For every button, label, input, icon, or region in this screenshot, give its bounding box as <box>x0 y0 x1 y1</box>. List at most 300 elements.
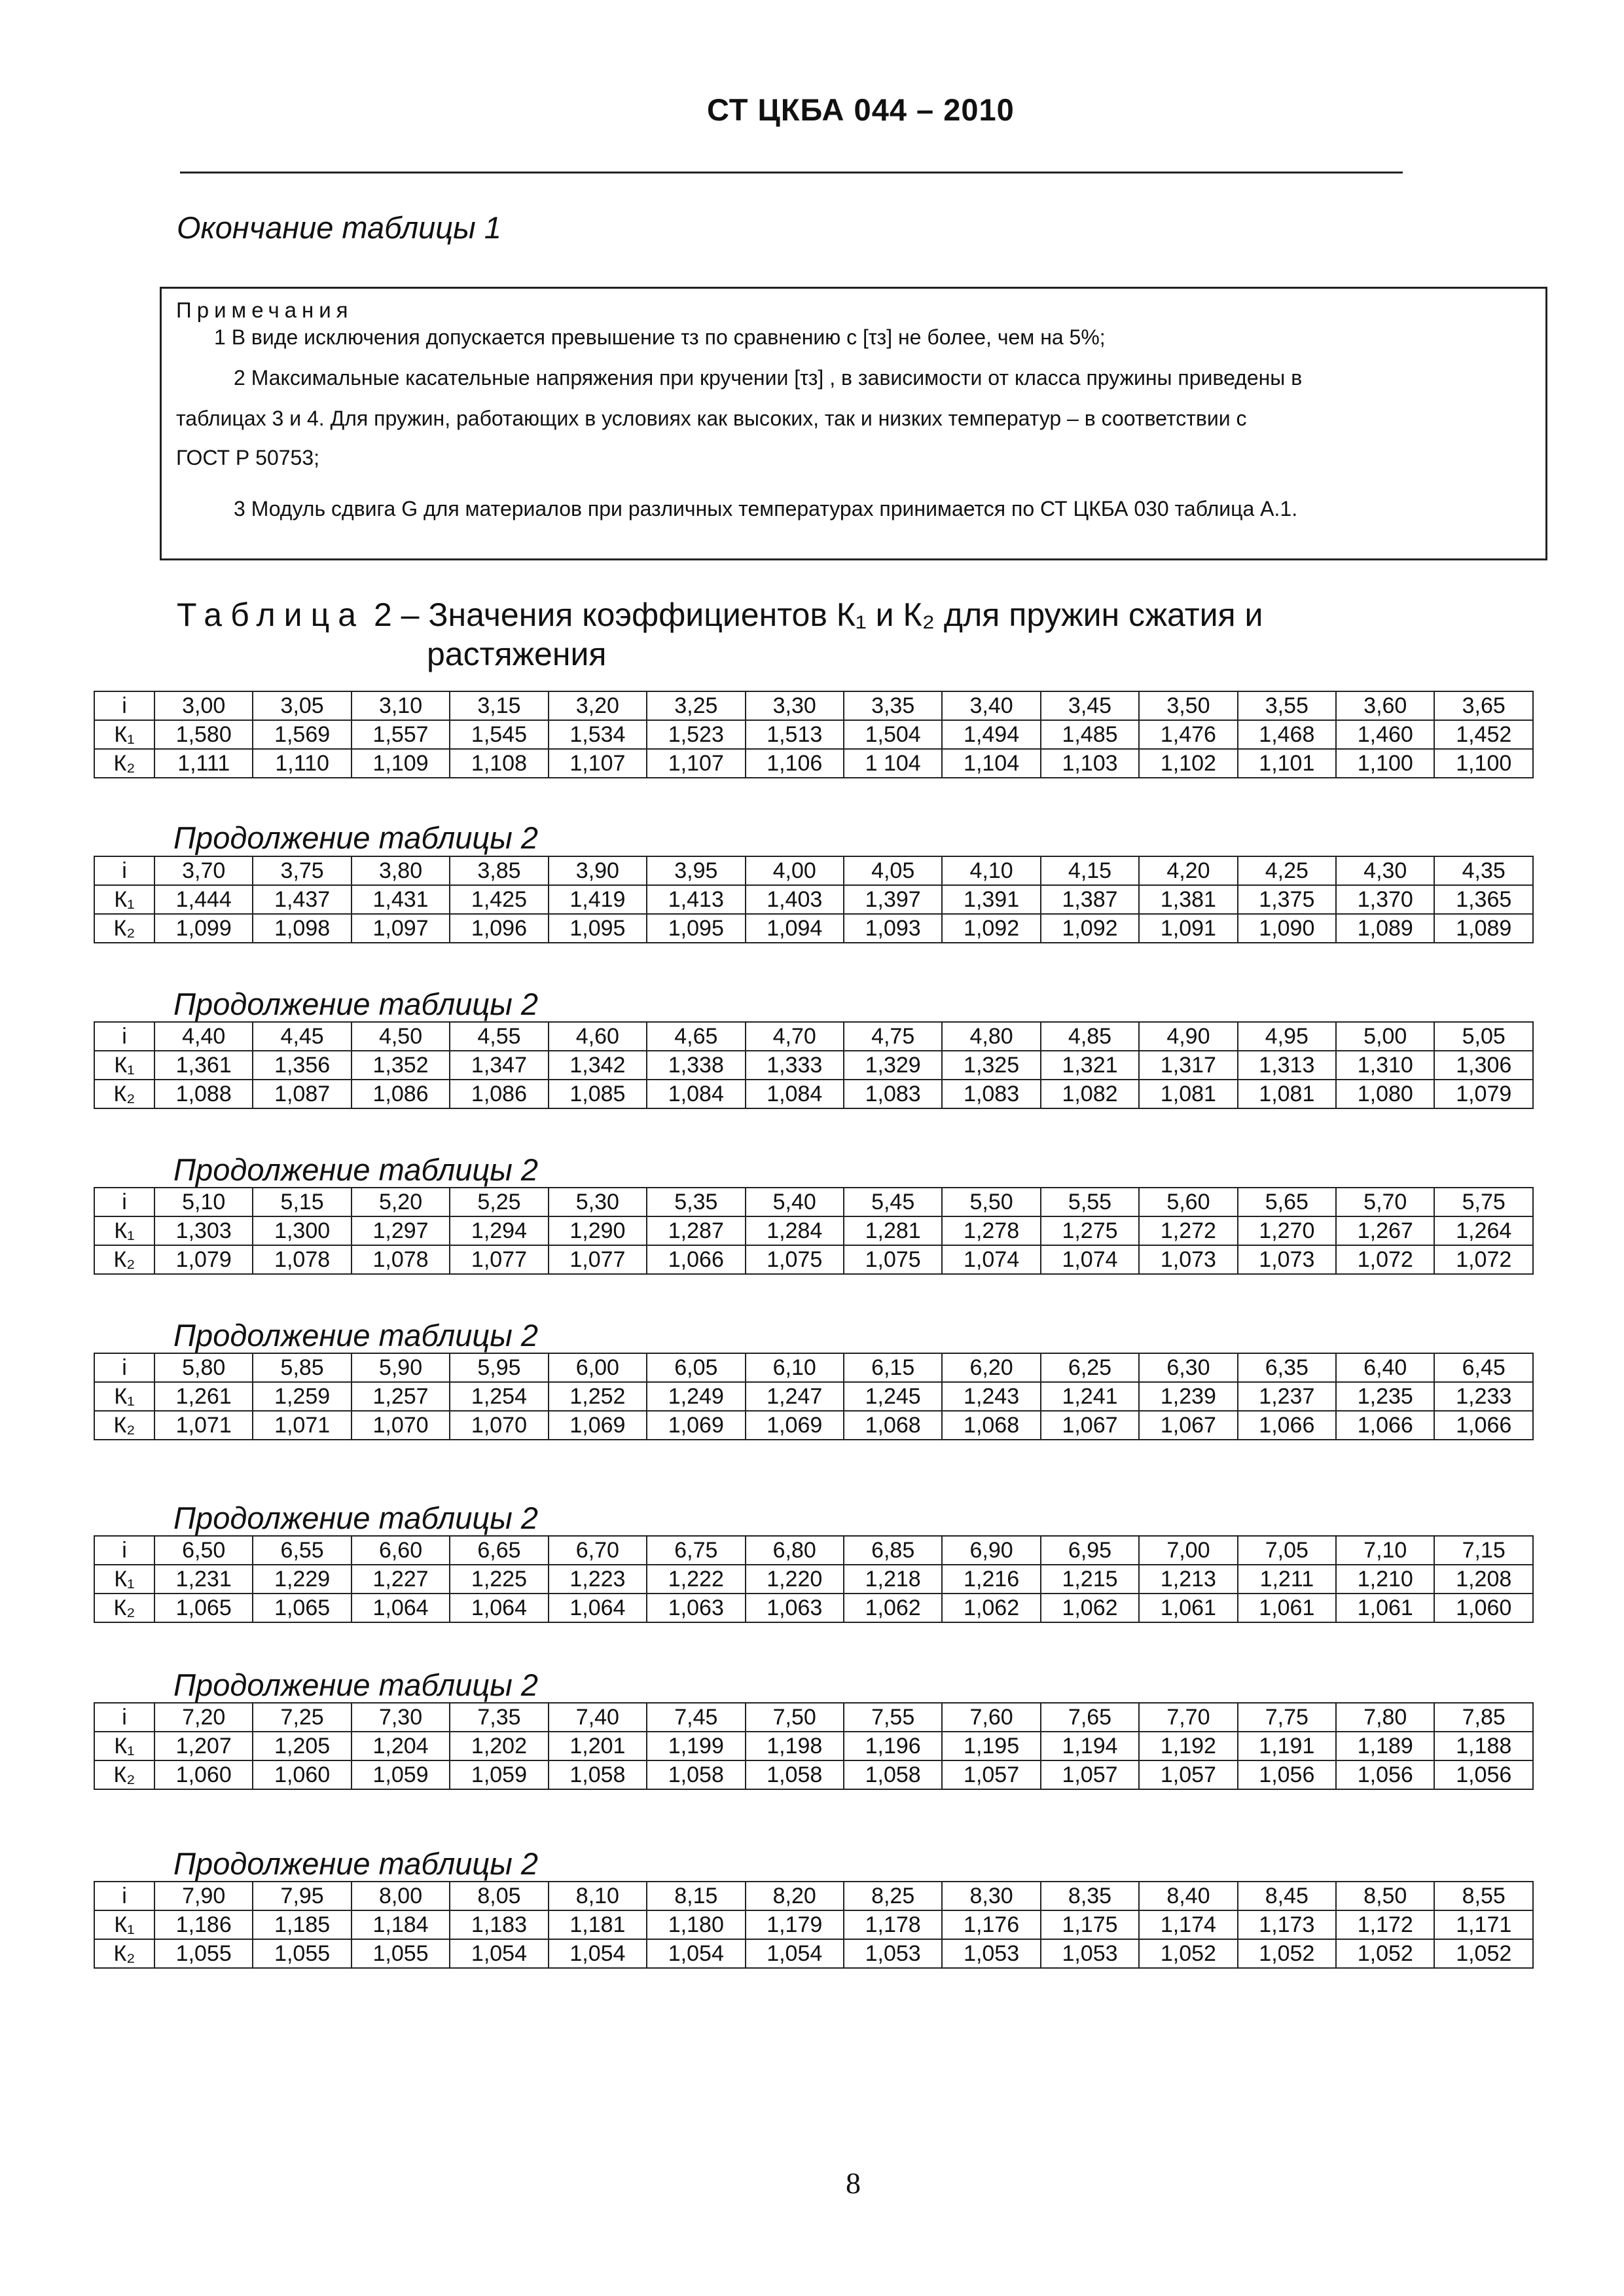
table-cell: 8,45 <box>1238 1882 1336 1910</box>
table-cell: 7,60 <box>942 1703 1040 1732</box>
table-cell: 1,065 <box>154 1594 253 1622</box>
table-cell: 1,066 <box>647 1245 745 1274</box>
table-cell: 3,90 <box>549 856 647 885</box>
table-row-k1 <box>94 1216 1533 1245</box>
table-cell: 1,352 <box>352 1051 450 1080</box>
table-cell: 4,50 <box>352 1022 450 1051</box>
table-cell: 1,557 <box>352 720 450 749</box>
table-cell: 6,35 <box>1238 1353 1336 1382</box>
coefficient-table <box>94 1702 1534 1790</box>
table-cell: 5,45 <box>844 1188 942 1216</box>
table-cell: 1,078 <box>253 1245 351 1274</box>
table-cell: 1,222 <box>647 1565 745 1594</box>
table-cell: 6,15 <box>844 1353 942 1382</box>
table-cell: 5,00 <box>1336 1022 1434 1051</box>
table-cell: 7,70 <box>1139 1703 1237 1732</box>
table-cell: 8,50 <box>1336 1882 1434 1910</box>
table-cell: 1,052 <box>1336 1939 1434 1968</box>
table-cell: 1,437 <box>253 885 351 914</box>
coefficient-table <box>94 1881 1534 1969</box>
table-row-i <box>94 1882 1533 1910</box>
continuation-caption: Продолжение таблицы 2 <box>173 1667 539 1702</box>
row-label: К₁ <box>94 885 154 914</box>
table-cell: 1,074 <box>942 1245 1040 1274</box>
continuation-caption: Продолжение таблицы 2 <box>173 820 539 855</box>
row-label: i <box>94 1022 154 1051</box>
note-line-4: ГОСТ Р 50753; <box>176 446 320 469</box>
table-cell: 1,064 <box>352 1594 450 1622</box>
table-cell: 1,100 <box>1336 749 1434 778</box>
table-cell: 1,065 <box>253 1594 351 1622</box>
table-cell: 3,95 <box>647 856 745 885</box>
table-cell: 1,087 <box>253 1080 351 1108</box>
table-cell: 1,061 <box>1139 1594 1237 1622</box>
table-cell: 6,60 <box>352 1536 450 1565</box>
table-cell: 1,247 <box>746 1382 844 1411</box>
table-row-k2 <box>94 1411 1533 1440</box>
table-cell: 1,237 <box>1238 1382 1336 1411</box>
table-cell: 1,270 <box>1238 1216 1336 1245</box>
continuation-caption: Продолжение таблицы 2 <box>173 987 539 1021</box>
table-cell: 1,059 <box>450 1760 548 1789</box>
table-cell: 1,387 <box>1041 885 1139 914</box>
table-row-i <box>94 691 1533 720</box>
table-cell: 1,235 <box>1336 1382 1434 1411</box>
page-number: 8 <box>846 2166 861 2200</box>
row-label: К₁ <box>94 1051 154 1080</box>
table-cell: 4,85 <box>1041 1022 1139 1051</box>
table-cell: 1,534 <box>549 720 647 749</box>
table-row-k2 <box>94 1939 1533 1968</box>
table-row-k2 <box>94 914 1533 943</box>
table-cell: 1,171 <box>1434 1910 1533 1939</box>
table-cell: 1,077 <box>450 1245 548 1274</box>
table-cell: 5,70 <box>1336 1188 1434 1216</box>
table-cell: 6,00 <box>549 1353 647 1382</box>
table-cell: 4,30 <box>1336 856 1434 885</box>
table-row-k2 <box>94 1080 1533 1108</box>
table-cell: 1,090 <box>1238 914 1336 943</box>
table-row-k1 <box>94 720 1533 749</box>
table-cell: 1,204 <box>352 1732 450 1760</box>
table-cell: 1,342 <box>549 1051 647 1080</box>
table-cell: 1,267 <box>1336 1216 1434 1245</box>
table-cell: 1,081 <box>1238 1080 1336 1108</box>
table-cell: 1,069 <box>647 1411 745 1440</box>
table-cell: 8,20 <box>746 1882 844 1910</box>
table-cell: 5,95 <box>450 1353 548 1382</box>
table-cell: 6,55 <box>253 1536 351 1565</box>
table-cell: 1,093 <box>844 914 942 943</box>
table-cell: 1,064 <box>549 1594 647 1622</box>
table-cell: 1,106 <box>746 749 844 778</box>
table-cell: 1,284 <box>746 1216 844 1245</box>
table-cell: 3,15 <box>450 691 548 720</box>
table-cell: 3,60 <box>1336 691 1434 720</box>
table-cell: 1,069 <box>746 1411 844 1440</box>
table-cell: 1,053 <box>844 1939 942 1968</box>
table-cell: 1,317 <box>1139 1051 1237 1080</box>
table-cell: 7,85 <box>1434 1703 1533 1732</box>
table-cell: 1,306 <box>1434 1051 1533 1080</box>
table-cell: 4,05 <box>844 856 942 885</box>
table-cell: 1,068 <box>942 1411 1040 1440</box>
table-cell: 1,100 <box>1434 749 1533 778</box>
table-cell: 1,184 <box>352 1910 450 1939</box>
table-cell: 1,072 <box>1434 1245 1533 1274</box>
table-cell: 1,099 <box>154 914 253 943</box>
table-cell: 1,545 <box>450 720 548 749</box>
table-cell: 3,75 <box>253 856 351 885</box>
table-cell: 1,056 <box>1434 1760 1533 1789</box>
table2-title-rest: 2 – Значения коэффициентов К₁ и К₂ для пружин сжатия и <box>373 596 1263 633</box>
table-cell: 1,444 <box>154 885 253 914</box>
table-cell: 5,75 <box>1434 1188 1533 1216</box>
table-cell: 1,083 <box>844 1080 942 1108</box>
table-cell: 1,066 <box>1238 1411 1336 1440</box>
table-cell: 1,078 <box>352 1245 450 1274</box>
table2-title <box>177 596 1263 634</box>
table-cell: 1,083 <box>942 1080 1040 1108</box>
coefficient-table <box>94 1021 1534 1109</box>
continuation-caption: Продолжение таблицы 2 <box>173 1152 539 1187</box>
table-cell: 1,066 <box>1434 1411 1533 1440</box>
table-cell: 1,064 <box>450 1594 548 1622</box>
table-cell: 1,403 <box>746 885 844 914</box>
table-cell: 1,058 <box>746 1760 844 1789</box>
table-cell: 1,252 <box>549 1382 647 1411</box>
table-cell: 1,057 <box>1041 1760 1139 1789</box>
table-cell: 1,052 <box>1434 1939 1533 1968</box>
table-cell: 5,65 <box>1238 1188 1336 1216</box>
table-cell: 7,75 <box>1238 1703 1336 1732</box>
table-cell: 6,65 <box>450 1536 548 1565</box>
table-cell: 7,95 <box>253 1882 351 1910</box>
table-row-i <box>94 1536 1533 1565</box>
table-cell: 1,071 <box>154 1411 253 1440</box>
table-cell: 6,85 <box>844 1536 942 1565</box>
table-cell: 4,55 <box>450 1022 548 1051</box>
table-cell: 1,088 <box>154 1080 253 1108</box>
table-cell: 1,062 <box>844 1594 942 1622</box>
table-cell: 1,092 <box>942 914 1040 943</box>
table-row-i <box>94 1022 1533 1051</box>
table-cell: 1,054 <box>746 1939 844 1968</box>
table-row-k2 <box>94 1594 1533 1622</box>
table-cell: 1,431 <box>352 885 450 914</box>
table-cell: 4,45 <box>253 1022 351 1051</box>
table-cell: 3,35 <box>844 691 942 720</box>
table-cell: 7,35 <box>450 1703 548 1732</box>
table-cell: 1,419 <box>549 885 647 914</box>
table-cell: 1 104 <box>844 749 942 778</box>
table-cell: 1,089 <box>1434 914 1533 943</box>
table-cell: 1,084 <box>647 1080 745 1108</box>
table-cell: 1,073 <box>1238 1245 1336 1274</box>
note-line-3: таблицах 3 и 4. Для пружин, работающих в условиях как высоких, так и низких температур – в соответствии с <box>176 407 1247 430</box>
table-cell: 1,060 <box>154 1760 253 1789</box>
table-cell: 3,00 <box>154 691 253 720</box>
table-cell: 8,30 <box>942 1882 1040 1910</box>
table-cell: 1,060 <box>1434 1594 1533 1622</box>
table-row-i <box>94 1188 1533 1216</box>
table-cell: 5,35 <box>647 1188 745 1216</box>
table-cell: 1,476 <box>1139 720 1237 749</box>
table-cell: 5,60 <box>1139 1188 1237 1216</box>
table-cell: 1,290 <box>549 1216 647 1245</box>
table-cell: 5,30 <box>549 1188 647 1216</box>
table-cell: 7,30 <box>352 1703 450 1732</box>
table-cell: 3,65 <box>1434 691 1533 720</box>
table2-title-line2: растяжения <box>427 636 607 672</box>
table-cell: 1,208 <box>1434 1565 1533 1594</box>
table-cell: 4,70 <box>746 1022 844 1051</box>
row-label: i <box>94 856 154 885</box>
table-cell: 1,278 <box>942 1216 1040 1245</box>
table-cell: 1,180 <box>647 1910 745 1939</box>
table-cell: 1,272 <box>1139 1216 1237 1245</box>
table-cell: 6,10 <box>746 1353 844 1382</box>
table-cell: 1,062 <box>1041 1594 1139 1622</box>
table-cell: 6,05 <box>647 1353 745 1382</box>
table-cell: 5,80 <box>154 1353 253 1382</box>
table-cell: 1,201 <box>549 1732 647 1760</box>
table-row-k1 <box>94 1732 1533 1760</box>
table-cell: 1,058 <box>844 1760 942 1789</box>
table-cell: 5,85 <box>253 1353 351 1382</box>
table-cell: 1,104 <box>942 749 1040 778</box>
table-cell: 1,054 <box>549 1939 647 1968</box>
table-cell: 1,053 <box>942 1939 1040 1968</box>
table-cell: 5,10 <box>154 1188 253 1216</box>
table-cell: 3,50 <box>1139 691 1237 720</box>
table-cell: 1,075 <box>844 1245 942 1274</box>
table-cell: 1,057 <box>942 1760 1040 1789</box>
table-cell: 3,20 <box>549 691 647 720</box>
table-cell: 1,072 <box>1336 1245 1434 1274</box>
table-row-i <box>94 856 1533 885</box>
table-cell: 1,375 <box>1238 885 1336 914</box>
table-cell: 1,227 <box>352 1565 450 1594</box>
table-cell: 1,347 <box>450 1051 548 1080</box>
table-cell: 1,485 <box>1041 720 1139 749</box>
table-cell: 1,397 <box>844 885 942 914</box>
table-cell: 1,231 <box>154 1565 253 1594</box>
table-row-i <box>94 1703 1533 1732</box>
continuation-caption: Продолжение таблицы 2 <box>173 1846 539 1881</box>
table-cell: 1,188 <box>1434 1732 1533 1760</box>
table-cell: 4,40 <box>154 1022 253 1051</box>
row-label: К₂ <box>94 1939 154 1968</box>
table-cell: 7,45 <box>647 1703 745 1732</box>
table-cell: 7,00 <box>1139 1536 1237 1565</box>
table-cell: 6,95 <box>1041 1536 1139 1565</box>
table-cell: 1,067 <box>1041 1411 1139 1440</box>
table-cell: 1,176 <box>942 1910 1040 1939</box>
table-cell: 1,468 <box>1238 720 1336 749</box>
table-cell: 1,074 <box>1041 1245 1139 1274</box>
table-cell: 6,25 <box>1041 1353 1139 1382</box>
table-cell: 1,091 <box>1139 914 1237 943</box>
table-cell: 1,241 <box>1041 1382 1139 1411</box>
table-cell: 1,361 <box>154 1051 253 1080</box>
table-cell: 1,300 <box>253 1216 351 1245</box>
table-cell: 1,194 <box>1041 1732 1139 1760</box>
table-cell: 1,102 <box>1139 749 1237 778</box>
table-cell: 3,05 <box>253 691 351 720</box>
table-cell: 1,504 <box>844 720 942 749</box>
table-cell: 1,259 <box>253 1382 351 1411</box>
table-cell: 1,213 <box>1139 1565 1237 1594</box>
table-cell: 3,45 <box>1041 691 1139 720</box>
note-line-5: 3 Модуль сдвига G для материалов при различных температурах принимается по СТ ЦКБА 030 таблица А.1. <box>234 497 1298 520</box>
table-row-k2 <box>94 1245 1533 1274</box>
coefficient-table <box>94 1353 1534 1440</box>
table-cell: 1,275 <box>1041 1216 1139 1245</box>
table-cell: 4,20 <box>1139 856 1237 885</box>
table-cell: 4,35 <box>1434 856 1533 885</box>
row-label: i <box>94 1536 154 1565</box>
table-cell: 1,281 <box>844 1216 942 1245</box>
table-cell: 1,097 <box>352 914 450 943</box>
row-label: К₂ <box>94 1760 154 1789</box>
table-cell: 5,90 <box>352 1353 450 1382</box>
row-label: К₁ <box>94 1565 154 1594</box>
table-cell: 1,054 <box>450 1939 548 1968</box>
table-cell: 1,264 <box>1434 1216 1533 1245</box>
table-cell: 1,086 <box>450 1080 548 1108</box>
table-cell: 3,25 <box>647 691 745 720</box>
table-cell: 1,243 <box>942 1382 1040 1411</box>
table-cell: 1,310 <box>1336 1051 1434 1080</box>
table-cell: 7,05 <box>1238 1536 1336 1565</box>
table-row-k1 <box>94 1910 1533 1939</box>
table-cell: 4,65 <box>647 1022 745 1051</box>
table-cell: 5,05 <box>1434 1022 1533 1051</box>
table-cell: 1,092 <box>1041 914 1139 943</box>
table-cell: 1,057 <box>1139 1760 1237 1789</box>
table-cell: 1,207 <box>154 1732 253 1760</box>
table-cell: 1,101 <box>1238 749 1336 778</box>
coefficient-table <box>94 691 1534 778</box>
table-cell: 7,50 <box>746 1703 844 1732</box>
coefficient-table <box>94 856 1534 943</box>
table-cell: 4,25 <box>1238 856 1336 885</box>
table-cell: 1,084 <box>746 1080 844 1108</box>
document-header: СТ ЦКБА 044 – 2010 <box>707 92 1015 127</box>
table-cell: 1,329 <box>844 1051 942 1080</box>
table-cell: 1,287 <box>647 1216 745 1245</box>
table-cell: 1,356 <box>253 1051 351 1080</box>
table-cell: 1,060 <box>253 1760 351 1789</box>
row-label: К₁ <box>94 720 154 749</box>
table-cell: 7,40 <box>549 1703 647 1732</box>
table-cell: 1,413 <box>647 885 745 914</box>
table-cell: 1,056 <box>1336 1760 1434 1789</box>
table-cell: 1,109 <box>352 749 450 778</box>
table-cell: 8,35 <box>1041 1882 1139 1910</box>
table-cell: 1,067 <box>1139 1411 1237 1440</box>
table2-title-word: Таблица <box>177 596 365 633</box>
table-cell: 1,179 <box>746 1910 844 1939</box>
table-cell: 1,452 <box>1434 720 1533 749</box>
table-cell: 1,460 <box>1336 720 1434 749</box>
continuation-caption: Продолжение таблицы 2 <box>173 1501 539 1535</box>
table-cell: 1,063 <box>746 1594 844 1622</box>
table-cell: 1,257 <box>352 1382 450 1411</box>
table-row-i <box>94 1353 1533 1382</box>
table-cell: 6,70 <box>549 1536 647 1565</box>
table-cell: 1,079 <box>154 1245 253 1274</box>
header-rule <box>180 172 1403 173</box>
notes-heading: Примечания <box>176 298 353 322</box>
table-cell: 1,216 <box>942 1565 1040 1594</box>
table-cell: 5,55 <box>1041 1188 1139 1216</box>
table-cell: 1,205 <box>253 1732 351 1760</box>
table-cell: 1,108 <box>450 749 548 778</box>
table-cell: 1,181 <box>549 1910 647 1939</box>
table-cell: 1,223 <box>549 1565 647 1594</box>
row-label: i <box>94 1188 154 1216</box>
table-cell: 1,229 <box>253 1565 351 1594</box>
row-label: К₂ <box>94 1594 154 1622</box>
table-cell: 1,096 <box>450 914 548 943</box>
table-cell: 1,174 <box>1139 1910 1237 1939</box>
row-label: К₁ <box>94 1382 154 1411</box>
row-label: i <box>94 1703 154 1732</box>
table-cell: 1,249 <box>647 1382 745 1411</box>
table-cell: 4,15 <box>1041 856 1139 885</box>
table-cell: 1,218 <box>844 1565 942 1594</box>
table-cell: 1,055 <box>352 1939 450 1968</box>
table-cell: 3,55 <box>1238 691 1336 720</box>
table-cell: 7,90 <box>154 1882 253 1910</box>
table-cell: 5,40 <box>746 1188 844 1216</box>
note-line-1: 1 В виде исключения допускается превышение τз по сравнению с [τз] не более, чем на 5%; <box>214 325 1106 349</box>
table-cell: 1,195 <box>942 1732 1040 1760</box>
notes-box <box>160 287 1547 560</box>
table-cell: 1,186 <box>154 1910 253 1939</box>
table-cell: 1,062 <box>942 1594 1040 1622</box>
row-label: К₂ <box>94 1080 154 1108</box>
table-cell: 8,55 <box>1434 1882 1533 1910</box>
table-cell: 1,198 <box>746 1732 844 1760</box>
table-cell: 1,494 <box>942 720 1040 749</box>
table-cell: 4,80 <box>942 1022 1040 1051</box>
table-cell: 8,25 <box>844 1882 942 1910</box>
table-cell: 1,333 <box>746 1051 844 1080</box>
table-cell: 8,10 <box>549 1882 647 1910</box>
table-cell: 6,80 <box>746 1536 844 1565</box>
table-cell: 1,068 <box>844 1411 942 1440</box>
table-cell: 7,25 <box>253 1703 351 1732</box>
table-cell: 3,10 <box>352 691 450 720</box>
table-cell: 1,063 <box>647 1594 745 1622</box>
table-cell: 1,070 <box>352 1411 450 1440</box>
table-cell: 1,077 <box>549 1245 647 1274</box>
table-cell: 1,313 <box>1238 1051 1336 1080</box>
table-cell: 6,40 <box>1336 1353 1434 1382</box>
table-cell: 1,061 <box>1336 1594 1434 1622</box>
table1-end-caption: Окончание таблицы 1 <box>177 210 501 245</box>
row-label: i <box>94 1882 154 1910</box>
table-row-k2 <box>94 1760 1533 1789</box>
table-cell: 1,079 <box>1434 1080 1533 1108</box>
table-cell: 1,365 <box>1434 885 1533 914</box>
table-cell: 1,056 <box>1238 1760 1336 1789</box>
table-cell: 1,185 <box>253 1910 351 1939</box>
row-label: К₂ <box>94 749 154 778</box>
